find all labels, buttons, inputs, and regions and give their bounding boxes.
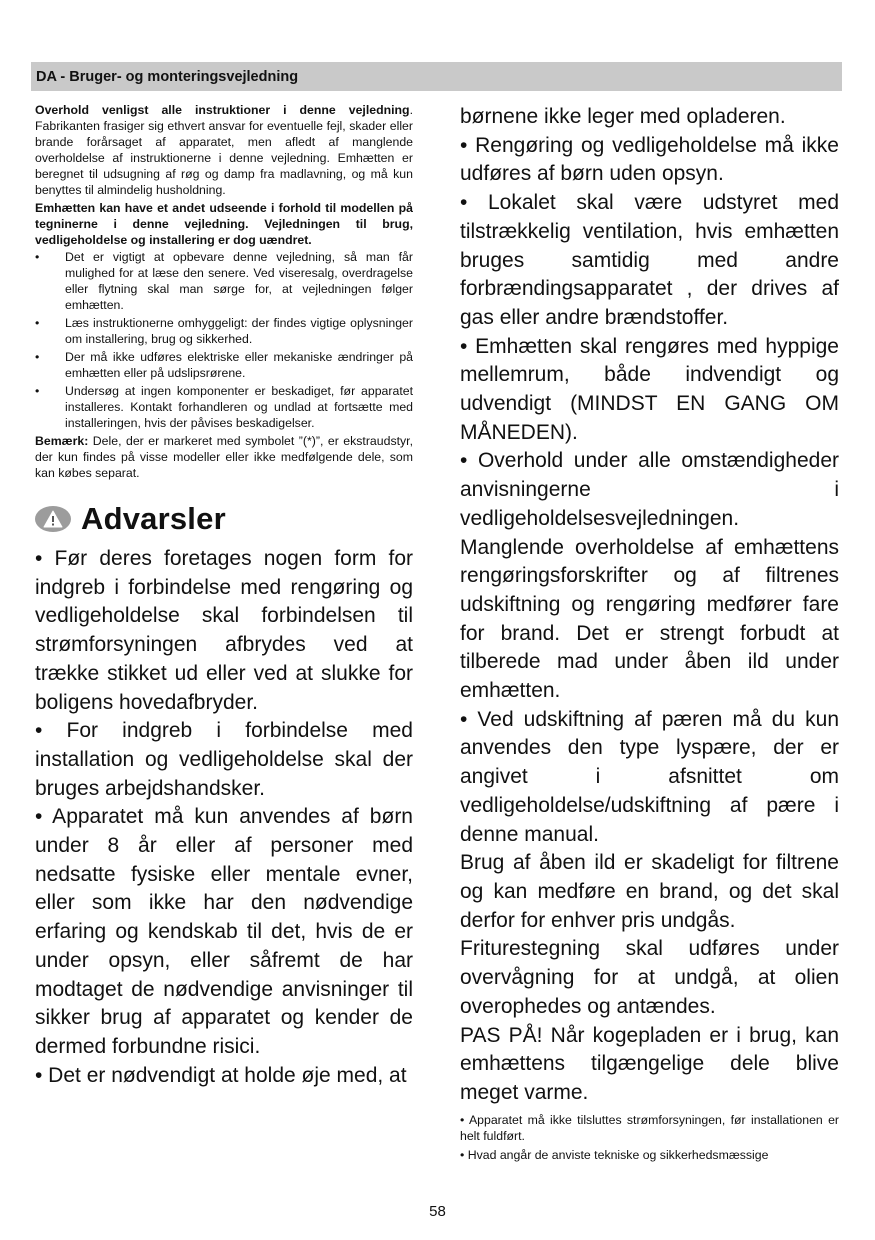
intro-design-note-text: Emhætten kan have et andet udseende i forhold til modellen på tegninerne i denne vejledning. Vejledningen til brug, vedligeholdelse og installering er dog uændret.	[35, 201, 413, 247]
section-header: DA - Bruger- og monteringsvejledning	[31, 62, 842, 91]
warning-paragraph: Brug af åben ild er skadeligt for filtrene og kan medføre en brand, og det skal derfor for enhver pris undgås.	[460, 851, 839, 932]
bullet-marker: •	[35, 384, 40, 398]
warning-paragraph: • Det er nødvendigt at holde øje med, at	[35, 1063, 407, 1087]
warning-paragraph: børnene ikke leger med opladeren.	[460, 105, 786, 128]
bullet-marker: •	[35, 350, 40, 364]
note-paragraph	[35, 433, 413, 481]
list-item-text: Læs instruktionerne omhyggeligt: der findes vigtige oplysninger om installering, brug og sikkerhed.	[65, 316, 413, 346]
warning-paragraph: • Rengøring og vedligeholdelse må ikke udføres af børn uden opsyn.	[460, 133, 839, 186]
list-item	[35, 349, 413, 381]
warning-paragraph: Manglende overholdelse af emhættens rengøringsforskrifter og af filtrenes udskiftning og rengøring medfører fare for brand. Det er strengt forbudt at tilberede mad under åben ild under emhætten.	[460, 535, 839, 703]
warning-paragraph: • Apparatet må kun anvendes af børn under 8 år eller af personer med nedsatte fysiske eller mentale evner, eller som ikke har den nødvendige erfaring og kendskab til det, hvis de er under opsyn, eller såfremt de har modtaget de nødvendige anvisninger til sikker brug af apparatet og kender de dermed forbundne risici.	[35, 805, 413, 1058]
intro-design-note	[35, 200, 413, 248]
intro-paragraph	[35, 102, 413, 198]
small-warning-paragraph: • Apparatet må ikke tilsluttes strømforsyningen, før installationen er helt fuldført.	[460, 1112, 839, 1144]
left-column	[35, 102, 413, 1090]
intro-bullet-list	[35, 249, 413, 431]
intro-bold-lead: Overhold venligst alle instruktioner i denne vejledning	[35, 103, 410, 117]
list-item	[35, 383, 413, 431]
small-warning-paragraph: • Hvad angår de anviste tekniske og sikkerhedsmæssige	[460, 1147, 769, 1162]
warning-paragraph: • Ved udskiftning af pæren må du kun anvendes den type lyspære, der er angivet i afsnittet om vedligeholdelse/udskiftning af pære i denne manual.	[460, 707, 839, 846]
list-item-text: Undersøg at ingen komponenter er beskadiget, før apparatet installeres. Kontakt forhandleren og undlad at fortsætte med installeringen, hvis der påvises beskadigelser.	[65, 384, 413, 430]
page-number: 58	[429, 1203, 446, 1220]
warning-paragraph: • Emhætten skal rengøres med hyppige mellemrum, både indvendigt og udvendigt (MINDST EN GANG OM MÅNEDEN).	[460, 334, 839, 444]
list-item	[35, 249, 413, 313]
warning-paragraph: Friturestegning skal udføres under overvågning for at undgå, at olien overophedes og antændes.	[460, 937, 839, 1018]
bullet-marker: •	[35, 250, 40, 264]
warning-icon	[35, 506, 71, 532]
list-item	[35, 315, 413, 347]
warning-paragraph: • Overhold under alle omstændigheder anvisningerne i vedligeholdelsesvejledningen.	[460, 449, 839, 530]
intro-text: . Fabrikanten frasiger sig ethvert ansvar for eventuelle fejl, skader eller brande forårsaget af apparatet, men afledt af manglende overholdelse af instruktionerne i denne vejledning. Emhætten er beregnet til udsugning af røg og damp fra madlavning, og må kun benyttes til almindelig husholdning.	[35, 103, 413, 197]
note-label: Bemærk:	[35, 434, 89, 448]
warnings-heading	[35, 501, 413, 537]
warning-paragraph: • For indgreb i forbindelse med installation og vedligeholdelse skal der bruges arbejdshandsker.	[35, 719, 413, 800]
list-item-text: Der må ikke udføres elektriske eller mekaniske ændringer på emhætten eller på udslipsrørene.	[65, 350, 413, 380]
warning-paragraph: • Lokalet skal være udstyret med tilstrækkelig ventilation, hvis emhætten bruges samtidig med andre forbrændingsapparatet , der drives af gas eller andre brændstoffer.	[460, 191, 839, 329]
list-item-text: Det er vigtigt at opbevare denne vejledning, så man får mulighed for at læse den senere. Ved viseresalg, overdragelse eller flytning skal man sørge for, at vejledningen følger emhætten.	[65, 250, 413, 312]
warning-triangle-icon	[43, 510, 63, 528]
warning-paragraph: • Før deres foretages nogen form for indgreb i forbindelse med rengøring og vedligeholdelse skal forbindelsen til strømforsyningen afbrydes ved at trække stikket ud eller ved at slukke for boligens hovedafbryder.	[35, 547, 413, 714]
note-text: Dele, der er markeret med symbolet ”(*)”, er ekstraudstyr, der kun findes på visse modeller eller ikke medfølgende dele, som kan købes separat.	[35, 434, 413, 480]
warning-paragraph: PAS PÅ! Når kogepladen er i brug, kan emhættens tilgængelige dele blive meget varme.	[460, 1023, 839, 1104]
right-column	[460, 103, 839, 1163]
warnings-title: Advarsler	[81, 501, 226, 536]
bullet-marker: •	[35, 316, 40, 330]
